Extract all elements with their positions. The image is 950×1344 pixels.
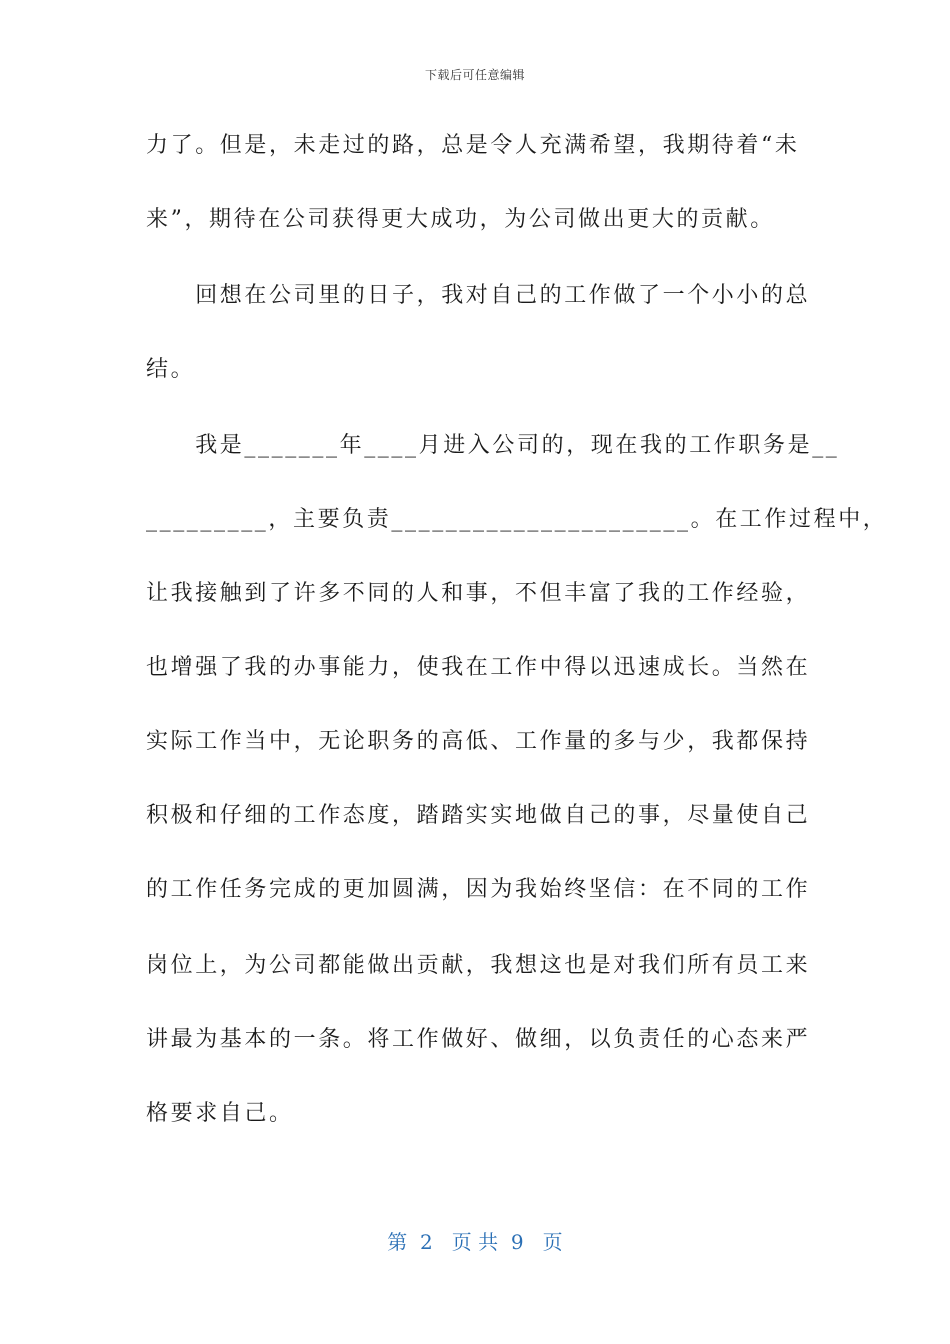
paragraph-line: 的工作任务完成的更加圆满，因为我始终坚信：在不同的工作 xyxy=(146,877,811,902)
paragraph-line: 来”，期待在公司获得更大成功，为公司做出更大的贡献。 xyxy=(146,207,775,232)
paragraph-line: 积极和仔细的工作态度，踏踏实实地做自己的事，尽量使自己 xyxy=(146,803,811,828)
paragraph-line: 力了。但是，未走过的路，总是令人充满希望，我期待着“未 xyxy=(146,133,800,158)
paragraph-line: 格要求自己。 xyxy=(146,1101,294,1126)
page-header: 下载后可任意编辑 xyxy=(424,68,525,82)
page-number-footer: 第 2 页 共 9 页 xyxy=(387,1230,563,1254)
paragraph-line: 让我接触到了许多不同的人和事，不但丰富了我的工作经验， xyxy=(146,581,811,606)
paragraph-line: 回想在公司里的日子，我对自己的工作做了一个小小的总 xyxy=(146,283,811,308)
paragraph-line: 也增强了我的办事能力，使我在工作中得以迅速成长。当然在 xyxy=(146,655,811,680)
paragraph-line: 结。 xyxy=(146,357,196,382)
paragraph-line: 讲最为基本的一条。将工作做好、做细，以负责任的心态来严 xyxy=(146,1027,811,1052)
paragraph-line: 实际工作当中，无论职务的高低、工作量的多与少，我都保持 xyxy=(146,729,811,754)
paragraph-line: 岗位上，为公司都能做出贡献，我想这也是对我们所有员工来 xyxy=(146,953,811,978)
paragraph-line: _________，主要负责______________________。在工作过程中， xyxy=(146,507,888,532)
paragraph-line: 我是_______年____月进入公司的，现在我的工作职务是__ xyxy=(146,433,840,458)
